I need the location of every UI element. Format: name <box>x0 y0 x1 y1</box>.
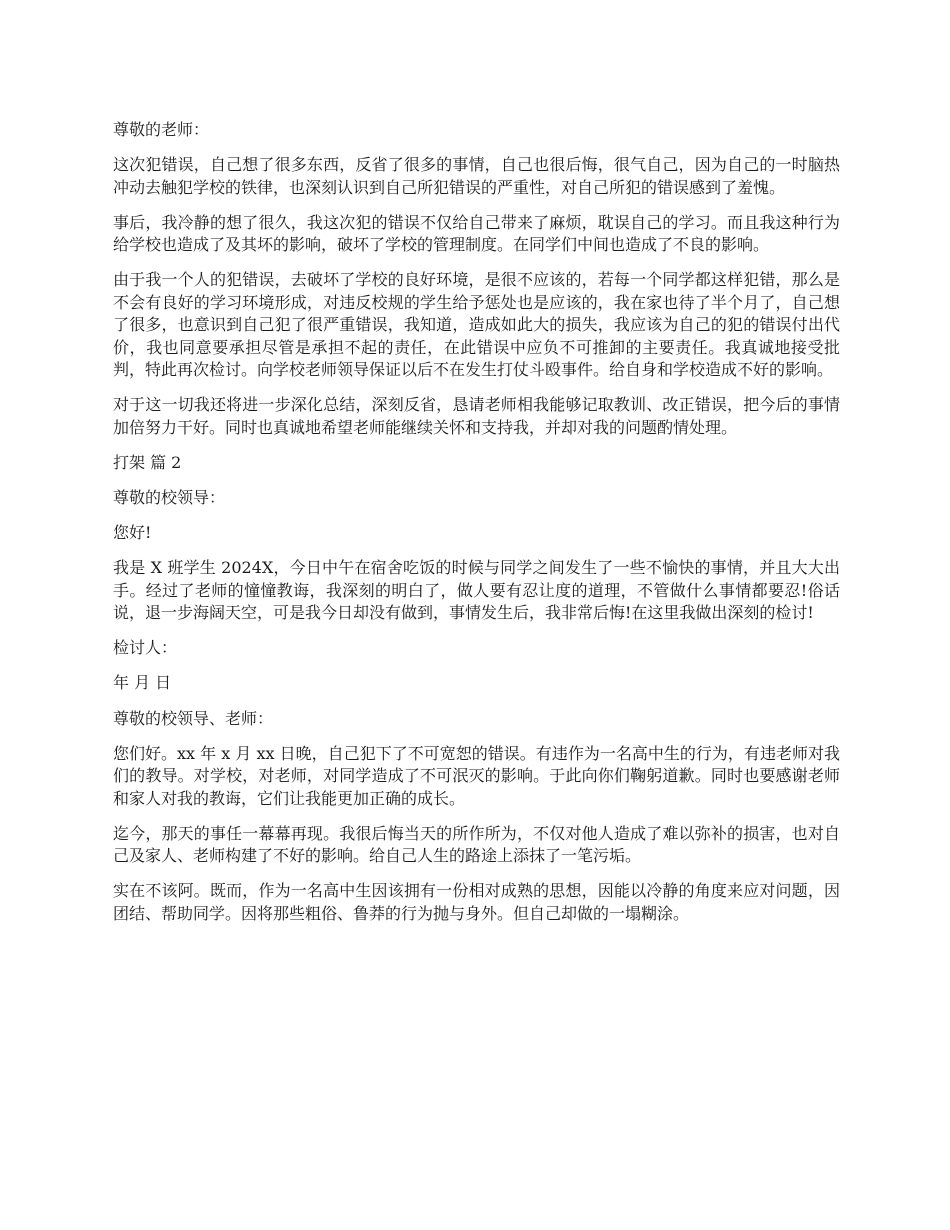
paragraph-incident: 我是 X 班学生 2024X，今日中午在宿舍吃饭的时候与同学之间发生了一些不愉快的事情，并且大大出手。经过了老师的憧憧教诲，我深刻的明白了，做人要有忍让度的道理，不管做什么事情都要忍!俗话说，退一步海阔天空，可是我今日却没有做到，事情发生后，我非常后悔!在这里我做出深刻的检讨! <box>113 558 840 623</box>
paragraph-reflection: 这次犯错误，自己想了很多东西，反省了很多的事情，自己也很后悔，很气自己，因为自己的一时脑热冲动去触犯学校的铁律，也深刻认识到自己所犯错误的严重性，对自己所犯的错误感到了羞愧。 <box>113 155 840 197</box>
salutation-teacher: 尊敬的老师： <box>113 120 210 139</box>
document-page <box>113 119 840 938</box>
greeting: 您好! <box>113 523 152 543</box>
paragraph-consequences: 事后，我冷静的想了很久，我这次犯的错误不仅给自己带来了麻烦，耽误自己的学习。而且我这种行为给学校也造成了及其坏的影响，破坏了学校的管理制度。在同学们中间也造成了不良的影响。 <box>113 212 840 255</box>
paragraph-commitment: 对于这一切我还将进一步深化总结，深刻反省，恳请老师相我能够记取教训、改正错误，把今后的事情加倍努力干好。同时也真诚地希望老师能继续关怀和支持我，并却对我的问题酌情处理。 <box>113 395 840 437</box>
date-line: 年 月 日 <box>113 673 172 693</box>
paragraph-apology: 您们好。xx 年 x 月 xx 日晚，自己犯下了不可宽恕的错误。有违作为一名高中生的行为，有违老师对我们的教导。对学校，对老师，对同学造成了不可泯灭的影响。于此向你们鞠躬道歉。同时也要感谢老师和家人对我的教诲，它们让我能更加正确的成长。 <box>113 743 840 808</box>
paragraph-responsibility: 由于我一个人的犯错误，去破坏了学校的良好环境，是很不应该的，若每一个同学都这样犯错，那么是不会有良好的学习环境形成，对违反校规的学生给予惩处也是应该的，我在家也待了半个月了，自己想了很多，也意识到自己犯了很严重错误，我知道，造成如此大的损失，我应该为自己的犯的错误付出代价，我也同意要承担尽管是承担不起的责任，在此错误中应负不可推卸的主要责任。我真诚地接受批判，特此再次检讨。向学校老师领导保证以后不在发生打仗斗殴事件。给自身和学校造成不好的影响。 <box>113 270 840 380</box>
paragraph-reflection-final: 实在不该阿。既而，作为一名高中生因该拥有一份相对成熟的思想，因能以冷静的角度来应对问题，因团结、帮助同学。因将那些粗俗、鲁莽的行为抛与身外。但自己却做的一塌糊涂。 <box>113 881 840 923</box>
salutation-school-leaders: 尊敬的校领导： <box>113 488 226 508</box>
paragraph-regret: 迄今，那天的事任一幕幕再现。我很后悔当天的所作所为，不仅对他人造成了难以弥补的损害，也对自己及家人、老师构建了不好的影响。给自己人生的路途上添抹了一笔污垢。 <box>113 823 840 866</box>
section-heading: 打架 篇 2 <box>113 452 182 472</box>
salutation-leaders-teachers: 尊敬的校领导、老师： <box>113 708 274 728</box>
signature-line: 检讨人： <box>113 638 178 658</box>
